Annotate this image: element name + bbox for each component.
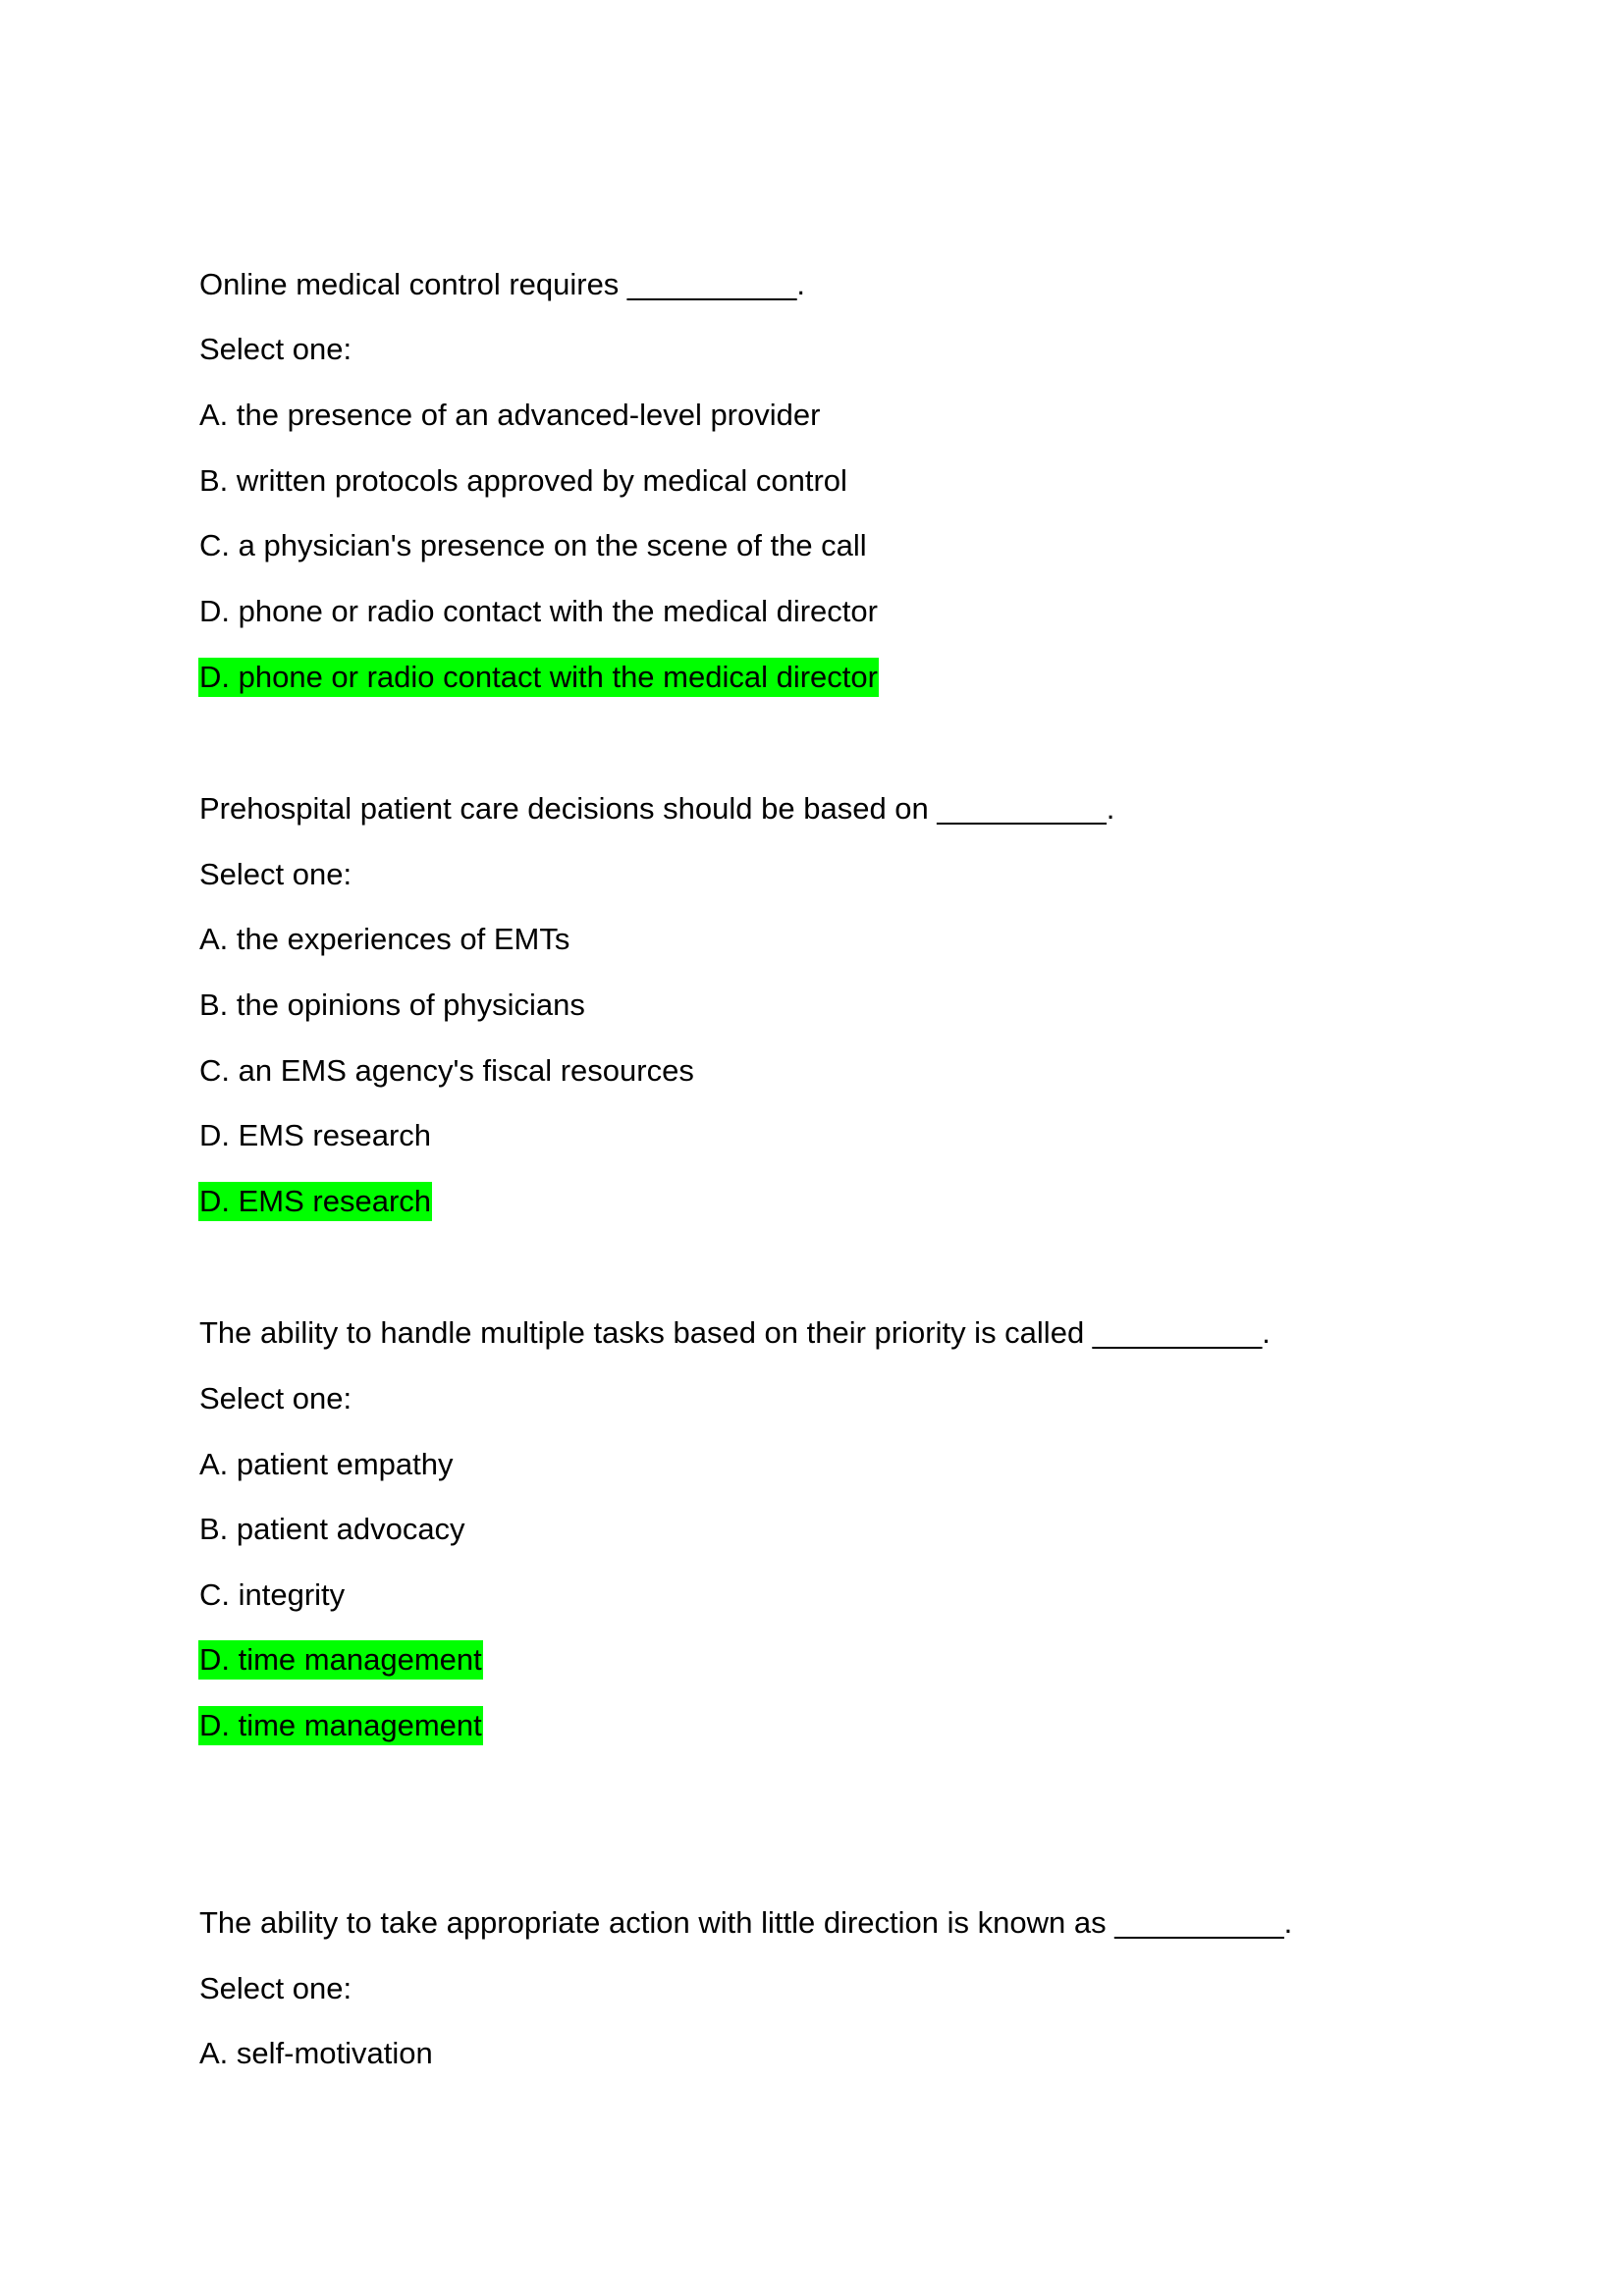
- question-1-option-c: C. a physician's presence on the scene of the call: [199, 528, 867, 562]
- question-3-option-c: C. integrity: [199, 1577, 346, 1612]
- question-3-instruction: Select one:: [199, 1381, 352, 1415]
- question-4-option-a: A. self-motivation: [199, 2036, 433, 2070]
- question-2-option-a: A. the experiences of EMTs: [199, 922, 570, 956]
- question-2-prompt: Prehospital patient care decisions should be based on __________.: [199, 791, 1115, 826]
- question-3-answer-highlight: D. time management: [198, 1706, 483, 1745]
- question-4-prompt: The ability to take appropriate action with little direction is known as __________.: [199, 1905, 1293, 1940]
- question-1-option-a: A. the presence of an advanced-level provider: [199, 398, 821, 432]
- question-1-prompt: Online medical control requires __________.: [199, 267, 805, 301]
- question-3-option-b: B. patient advocacy: [199, 1512, 465, 1546]
- question-4-instruction: Select one:: [199, 1971, 352, 2005]
- question-3-option-d: D. time management: [198, 1640, 483, 1680]
- question-1-option-d: D. phone or radio contact with the medical director: [199, 594, 878, 628]
- question-2-option-d: D. EMS research: [199, 1118, 432, 1152]
- question-2-instruction: Select one:: [199, 857, 352, 891]
- question-2-option-b: B. the opinions of physicians: [199, 988, 585, 1022]
- question-2-option-c: C. an EMS agency's fiscal resources: [199, 1053, 694, 1088]
- question-3-prompt: The ability to handle multiple tasks based on their priority is called __________.: [199, 1315, 1271, 1350]
- question-1-option-b: B. written protocols approved by medical control: [199, 463, 847, 498]
- question-1-instruction: Select one:: [199, 332, 352, 366]
- question-2-answer-highlight: D. EMS research: [198, 1182, 432, 1221]
- question-3-option-a: A. patient empathy: [199, 1447, 454, 1481]
- question-1-answer-highlight: D. phone or radio contact with the medical director: [198, 658, 879, 697]
